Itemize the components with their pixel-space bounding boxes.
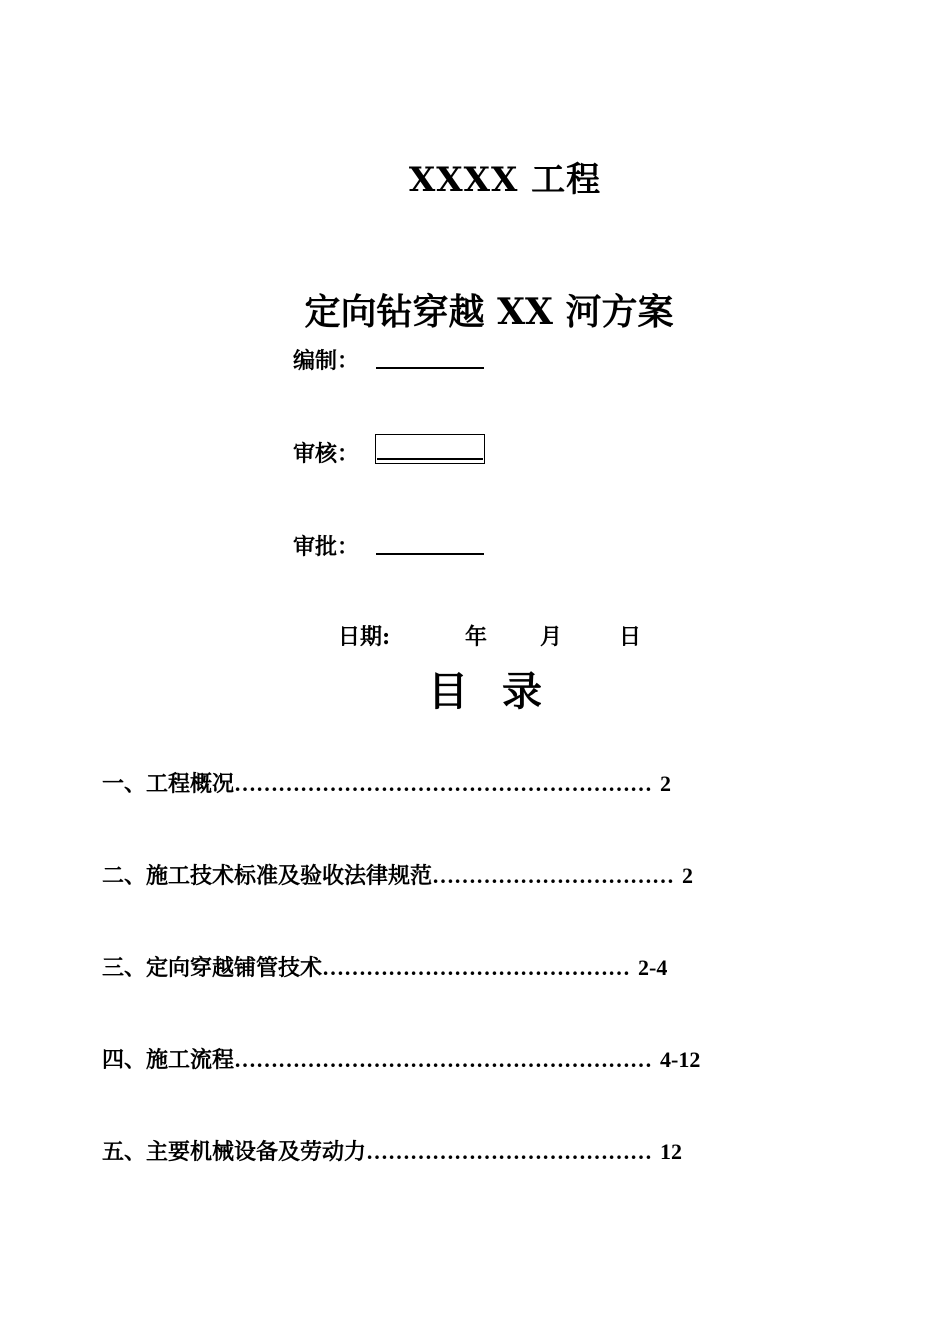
toc-item-leader: …………………………………… bbox=[322, 955, 631, 980]
toc-item-leader: ………………………………………………… bbox=[234, 1047, 653, 1072]
toc-item-page: 4-12 bbox=[660, 1047, 701, 1072]
toc-item-page: 12 bbox=[660, 1139, 683, 1164]
toc-item-label: 三、定向穿越铺管技术 bbox=[102, 955, 323, 981]
toc-item-label: 四、施工流程 bbox=[102, 1047, 235, 1073]
toc-item[interactable] bbox=[102, 1135, 682, 1166]
reviewed-by-field[interactable] bbox=[375, 434, 485, 464]
date-month-label: 月 bbox=[540, 624, 563, 650]
reviewed-by-line bbox=[377, 458, 483, 460]
toc-item-leader: ………………………………………………… bbox=[234, 771, 653, 796]
date-year-label: 年 bbox=[465, 624, 488, 650]
toc-item[interactable] bbox=[102, 1043, 700, 1074]
toc-item-label: 五、主要机械设备及劳动力 bbox=[102, 1139, 367, 1165]
toc-title: 目 录 bbox=[428, 668, 552, 715]
plan-title: 定向钻穿越 XX 河方案 bbox=[304, 291, 674, 333]
toc-item-leader: …………………………… bbox=[432, 863, 675, 888]
toc-item-leader: ………………………………… bbox=[366, 1139, 653, 1164]
date-day-label: 日 bbox=[619, 624, 642, 650]
project-title: XXXX 工程 bbox=[408, 160, 602, 200]
approved-by-label: 审批： bbox=[293, 534, 360, 560]
toc-item-page: 2 bbox=[682, 863, 694, 888]
toc-item[interactable] bbox=[102, 859, 693, 890]
approved-by-line bbox=[376, 553, 484, 555]
prepared-by-label: 编制： bbox=[293, 348, 360, 374]
toc-item-label: 二、施工技术标准及验收法律规范 bbox=[102, 863, 433, 889]
prepared-by-line bbox=[376, 367, 484, 369]
toc-item-page: 2 bbox=[660, 771, 672, 796]
reviewed-by-label: 审核： bbox=[293, 441, 360, 467]
toc-item-label: 一、工程概况 bbox=[102, 771, 235, 797]
toc-item[interactable] bbox=[102, 951, 667, 982]
toc-item[interactable] bbox=[102, 767, 671, 798]
date-label: 日期: bbox=[338, 624, 391, 650]
toc-item-page: 2-4 bbox=[638, 955, 668, 980]
